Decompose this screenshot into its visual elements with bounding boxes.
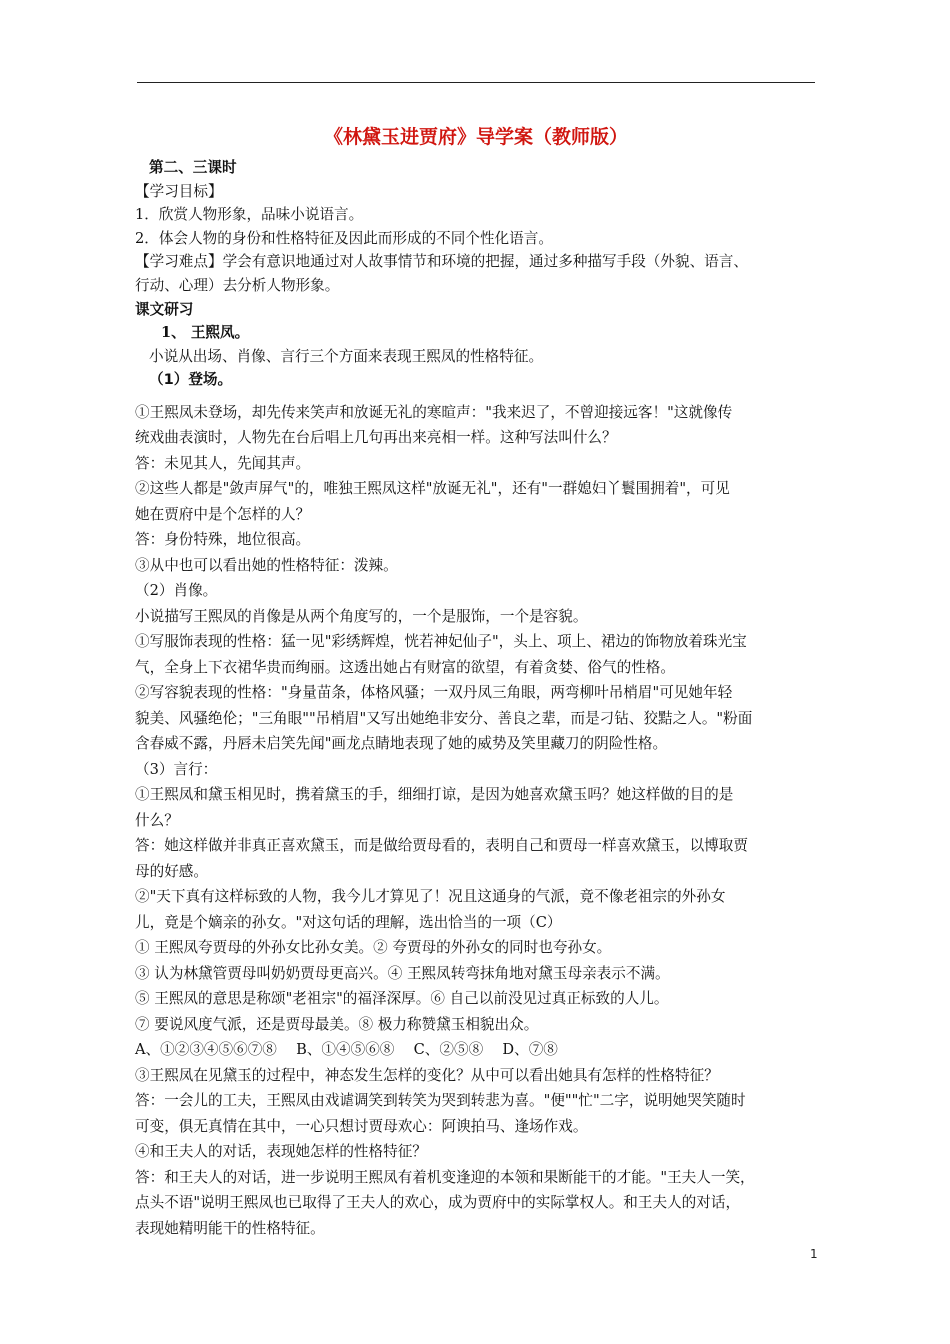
text-line: ②这些人都是"敛声屏气"的，唯独王熙凤这样"放诞无礼"，还有"一群媳妇丫鬟围拥着"，可见 bbox=[135, 480, 730, 498]
text-line: ③王熙凤在见黛玉的过程中，神态发生怎样的变化？从中可以看出她具有怎样的性格特征？ bbox=[135, 1066, 719, 1084]
option-line: ⑦ 要说风度气派，还是贾母最美。⑧ 极力称赞黛玉相貌出众。 bbox=[135, 1015, 539, 1033]
subsection-heading: （1）登场。 bbox=[149, 371, 233, 389]
option-line: ⑤ 王熙凤的意思是称颂"老祖宗"的福泽深厚。⑥ 自己以前没见过真正标致的人儿。 bbox=[135, 990, 669, 1008]
answer-line: 答：一会儿的工夫，王熙凤由戏谑调笑到转笑为哭到转悲为喜。"便""忙"二字，说明她哭笑随时 bbox=[135, 1092, 746, 1110]
text-line: 什么？ bbox=[135, 811, 179, 829]
option-line: ① 王熙凤夸贾母的外孙女比孙女美。② 夸贾母的外孙女的同时也夸孙女。 bbox=[135, 939, 612, 957]
text-line: 儿，竟是个嫡亲的孙女。"对这句话的理解，选出恰当的一项（C） bbox=[135, 913, 562, 931]
page-number: 1 bbox=[810, 1247, 818, 1261]
difficulty-text: 行动、心理）去分析人物形象。 bbox=[135, 276, 340, 294]
body-text bbox=[135, 400, 817, 1242]
choices-line: A、①②③④⑤⑥⑦⑧ B、①④⑤⑥⑧ C、②⑤⑧ D、⑦⑧ bbox=[135, 1041, 558, 1059]
answer-line: 可变，俱无真情在其中，一心只想讨贾母欢心：阿谀拍马、逢场作戏。 bbox=[135, 1117, 588, 1135]
intro-text: 小说从出场、肖像、言行三个方面来表现王熙凤的性格特征。 bbox=[149, 347, 544, 365]
character-heading: 1、 王熙凤。 bbox=[161, 324, 250, 342]
answer-line: 点头不语"说明王熙凤也已取得了王夫人的欢心，成为贾府中的实际掌权人。和王夫人的对话， bbox=[135, 1194, 741, 1212]
text-line: ①王熙凤和黛玉相见时，携着黛玉的手，细细打谅，是因为她喜欢黛玉吗？她这样做的目的是 bbox=[135, 786, 734, 804]
answer-line: 表现她精明能干的性格特征。 bbox=[135, 1219, 325, 1237]
text-line: ①写服饰表现的性格：猛一见"彩绣辉煌，恍若神妃仙子"，头上、项上、裙边的饰物放着珠光宝 bbox=[135, 633, 747, 651]
option-line: ③ 认为林黛管贾母叫奶奶贾母更高兴。④ 王熙凤转弯抹角地对黛玉母亲表示不满。 bbox=[135, 964, 670, 982]
difficulty-text: 【学习难点】学会有意识地通过对人故事情节和环境的把握，通过多种描写手段（外貌、语言、 bbox=[135, 253, 748, 271]
document-page bbox=[135, 118, 817, 1241]
document-title: 《林黛玉进贾府》导学案（教师版） bbox=[323, 126, 628, 148]
header-rule bbox=[137, 82, 815, 83]
text-line: 气，全身上下衣裙华贵而绚丽。这透出她占有财富的欲望，有着贪婪、俗气的性格。 bbox=[135, 658, 675, 676]
subsection-heading: （3）言行： bbox=[135, 760, 218, 778]
answer-line: 母的好感。 bbox=[135, 862, 208, 880]
text-line: ④和王夫人的对话，表现她怎样的性格特征？ bbox=[135, 1143, 427, 1161]
section-heading: 课文研习 bbox=[135, 300, 194, 318]
goal-item: 2．体会人物的身份和性格特征及因此而形成的不同个性化语言。 bbox=[135, 229, 553, 247]
learning-goals-label: 【学习目标】 bbox=[135, 182, 223, 200]
text-line: 貌美、风骚绝伦；"三角眼""吊梢眉"又写出她绝非安分、善良之辈，而是刁钻、狡黠之人。"粉面 bbox=[135, 709, 753, 727]
answer-line: 答：和王夫人的对话，进一步说明王熙凤有着机变逢迎的本领和果断能干的才能。"王夫人一笑， bbox=[135, 1168, 755, 1186]
subsection-heading: （2）肖像。 bbox=[135, 582, 218, 600]
answer-line: 答：未见其人，先闻其声。 bbox=[135, 454, 311, 472]
text-line: ②"天下真有这样标致的人物，我今儿才算见了！况且这通身的气派，竟不像老祖宗的外孙女 bbox=[135, 888, 726, 906]
text-line: 她在贾府中是个怎样的人？ bbox=[135, 505, 311, 523]
text-line: ①王熙凤未登场，却先传来笑声和放诞无礼的寒暄声："我来迟了，不曾迎接远客！"这就像传 bbox=[135, 403, 733, 421]
goal-item: 1．欣赏人物形象，品味小说语言。 bbox=[135, 206, 364, 224]
text-line: ②写容貌表现的性格："身量苗条，体格风骚；一双丹凤三角眼，两弯柳叶吊梢眉"可见她年轻 bbox=[135, 684, 733, 702]
text-line: ③从中也可以看出她的性格特征：泼辣。 bbox=[135, 556, 398, 574]
lesson-period: 第二、三课时 bbox=[149, 159, 237, 176]
text-line: 含春威不露，丹唇未启笑先闻"画龙点睛地表现了她的威势及笑里藏刀的阴险性格。 bbox=[135, 735, 668, 753]
text-line: 小说描写王熙凤的肖像是从两个角度写的，一个是服饰，一个是容貌。 bbox=[135, 607, 588, 625]
answer-line: 答：身份特殊，地位很高。 bbox=[135, 531, 311, 549]
answer-line: 答：她这样做并非真正喜欢黛玉，而是做给贾母看的，表明自己和贾母一样喜欢黛玉，以博取贾 bbox=[135, 837, 748, 855]
text-line: 统戏曲表演时，人物先在台后唱上几句再出来亮相一样。这种写法叫什么？ bbox=[135, 429, 617, 447]
